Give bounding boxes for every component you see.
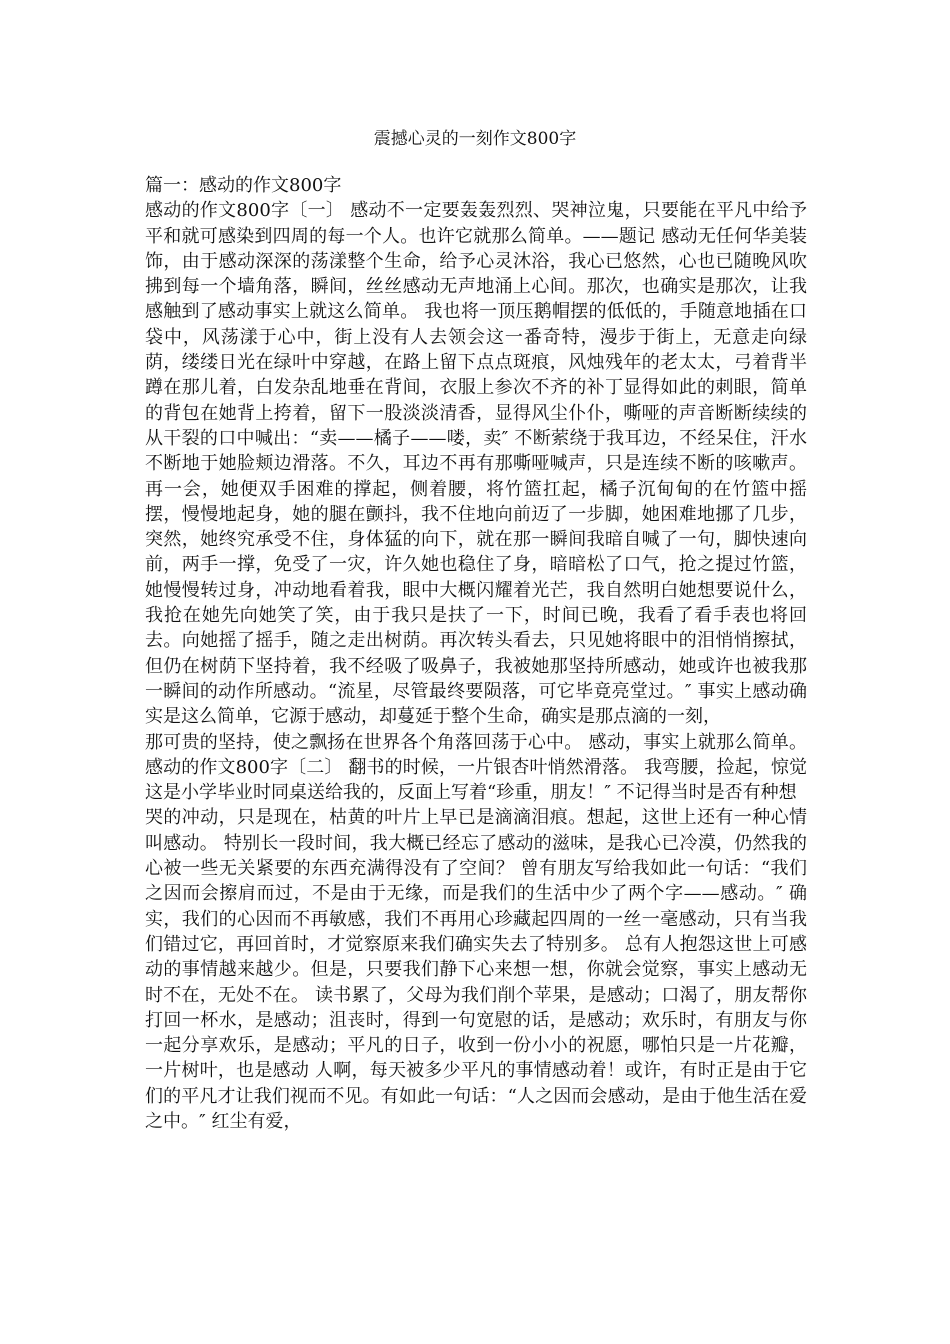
paragraph: 哭的冲动，只是现在，枯黄的叶片上早已是滴滴泪痕。想起，这世上还有一种心情叫感动。 特别长一段时间，我大概已经忘了感动的滋味，是我心已冷漠，仍然我的心被一些无关紧要的东西充满得没有了空间？ 曾有朋友写给我如此一句话：“我们之因而会擦肩而过，不是由于无缘，而是我们的生活中少了两个字——感动。″ 确实，我们的心因而不再敏感，我们不再用心珍藏起四周的一丝一毫感动，只有当我们错过它，再回首时，才觉察原来我们确实失去了特别多。 总有人抱怨这世上可感动的事情越来越少。但是，只要我们静下心来想一想，你就会觉察，事实上感动无时不在，无处不在。 读书累了，父母为我们削个苹果，是感动；口渴了，朋友帮你打回一杯水，是感动；沮丧时，得到一句宽慰的话，是感动；欢乐时，有朋友与你一起分享欢乐，是感动；平凡的日子，收到一份小小的祝愿，哪怕只是一片花瓣，一片树叶，也是感动 人啊，每天被多少平凡的事情感动着！或许，有时正是由于它们的平凡才让我们视而不见。有如此一句话：“人之因而会感动，是由于他生活在爱之中。″ 红尘有爱， bbox=[145, 807, 807, 1132]
paragraph: 那可贵的坚持，使之飘扬在世界各个角落回荡于心中。 感动，事实上就那么简单。 感动的作文800字〔二〕 翻书的时候，一片银杏叶悄然滑落。 我弯腰，捡起，惊觉这是小学毕业时同桌送给我的，反面上写着“珍重，朋友！″ 不记得当时是否有种想 bbox=[145, 731, 807, 804]
document-title: 震撼心灵的一刻作文800字 bbox=[373, 129, 577, 149]
document-body bbox=[145, 173, 807, 1134]
paragraph: 感动的作文800字〔一〕 感动不一定要轰轰烈烈、哭神泣鬼，只要能在平凡中给予平和就可感染到四周的每一个人。也许它就那么简单。——题记 感动无任何华美装饰，由于感动深深的荡漾整个生命，给予心灵沐浴，我心已悠然，心也已随晚风吹拂到每一个墙角落，瞬间，丝丝感动无声地涌上心间。那次，也确实是那次，让我感触到了感动事实上就这么简单。 我也将一顶压鹅帽摆的低低的，手随意地插在口袋中，风荡漾于心中，街上没有人去领会这一番奇特，漫步于街上，无意走向绿荫，缕缕日光在绿叶中穿越，在路上留下点点斑痕，风烛残年的老太太，弓着背半蹲在那儿着，白发杂乱地垂在背间，衣服上参次不齐的补丁显得如此的刺眼，简单的背包在她背上挎着，留下一股淡淡清香，显得风尘仆仆，嘶哑的声音断断续续的从干裂的口中喊出：“卖——橘子——喽，卖″ 不断萦绕于我耳边，不经呆住，汗水不断地于她脸颊边滑落。不久，耳边不再有那嘶哑喊声，只是连续不断的咳嗽声。再一会，她便双手困难的撑起，侧着腰，将竹篮扛起，橘子沉甸甸的在竹篮中摇摆，慢慢地起身，她的腿在颤抖，我不住地向前迈了一步脚，她困难地挪了几步，突然，她终究承受不住，身体猛的向下，就在那一瞬间我暗自喊了一句，脚快速向前，两手一撑，免受了一灾，许久她也稳住了身，暗暗松了口气，抢之提过竹篮，她慢慢转过身，冲动地看着我，眼中大概闪耀着光芒，我自然明白她想要说什么，我抢在她先向她笑了笑，由于我只是扶了一下，时间已晚，我看了看手表也将回去。向她摇了摇手，随之走出树荫。再次转头看去，只见她将眼中的泪悄悄擦拭，但仍在树荫下坚持着，我不经吸了吸鼻子，我被她那坚持所感动，她或许也被我那一瞬间的动作所感动。“流星，尽管最终要陨落，可它毕竟亮堂过。″ 事实上感动确实是这么简单，它源于感动，却蔓延于整个生命，确实是那点滴的一刻， bbox=[145, 200, 807, 728]
section-heading: 篇一：感动的作文800字 bbox=[145, 175, 342, 196]
